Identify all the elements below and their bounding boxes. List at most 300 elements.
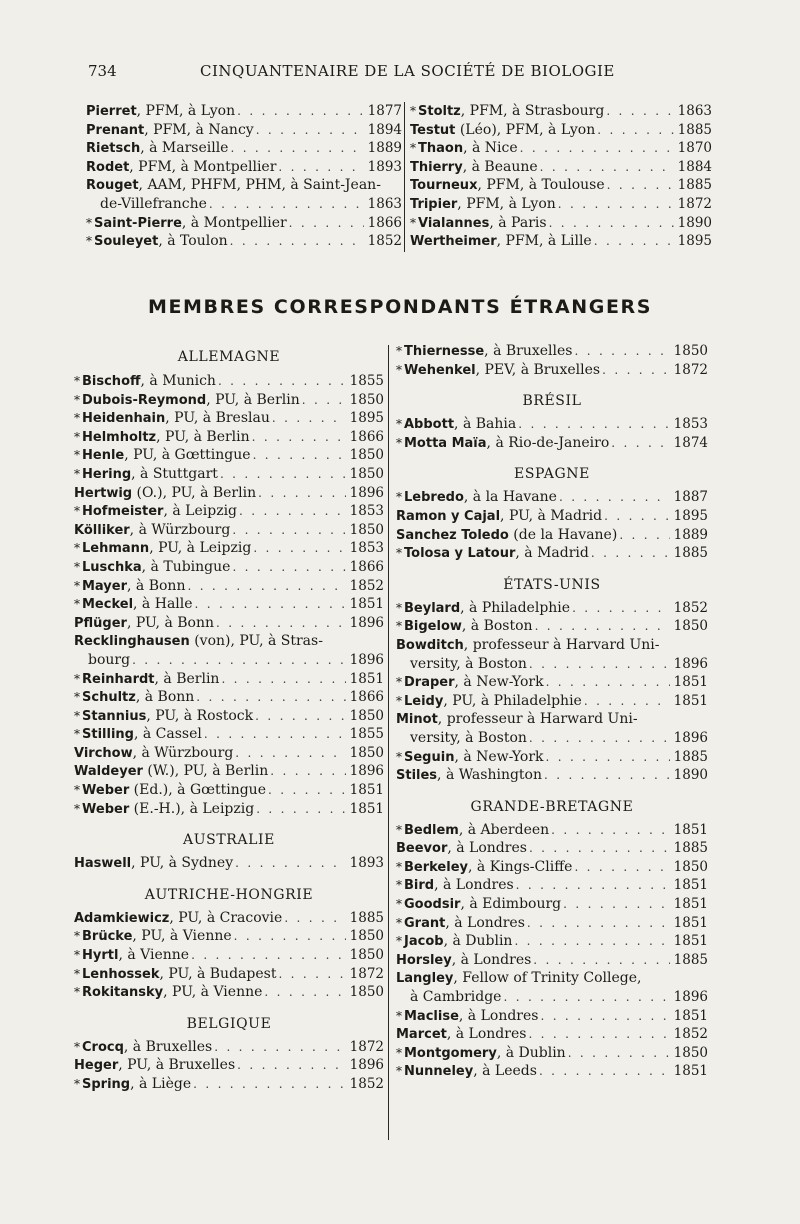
- dot-leader: [529, 729, 670, 748]
- member-name: Hering: [82, 466, 132, 482]
- dot-leader: [132, 651, 346, 670]
- entry-label: [396, 839, 527, 859]
- list-item: [74, 1056, 384, 1075]
- dot-leader: [540, 1007, 669, 1026]
- entry-label: [74, 577, 185, 597]
- member-name: Haswell: [74, 856, 132, 872]
- member-details: , professeur à Harward Uni-: [437, 711, 638, 728]
- list-item: [74, 1075, 384, 1094]
- year: 1893: [367, 158, 402, 175]
- list-item: [86, 158, 402, 177]
- member-name: Waldeyer: [74, 764, 143, 780]
- entry-label: [86, 102, 235, 122]
- entry-label: [74, 909, 282, 929]
- member-name: Helmholtz: [82, 429, 157, 445]
- member-details: , PU, à Philadelphie: [443, 692, 582, 709]
- member-details: , à Londres: [451, 951, 532, 968]
- member-details: , PFM, à Nancy: [144, 121, 254, 138]
- member-name: Abbott: [404, 417, 455, 433]
- year: 1866: [349, 689, 384, 706]
- member-name: Beylard: [404, 600, 461, 616]
- year: 1896: [349, 763, 384, 780]
- right-column: [396, 342, 708, 1081]
- member-details: versity, à Boston: [410, 655, 527, 672]
- list-item: [86, 102, 402, 121]
- list-item: [410, 214, 712, 233]
- year: 1885: [673, 748, 708, 765]
- dot-leader: [239, 502, 346, 521]
- member-name: Nunneley: [404, 1064, 474, 1080]
- member-name: Horsley: [396, 952, 452, 968]
- member-name: Bowditch: [396, 637, 464, 653]
- member-details: , à Washington: [437, 767, 542, 784]
- dot-leader: [503, 988, 669, 1007]
- member-name: Testut: [410, 122, 456, 138]
- member-name: Saint-Pierre: [94, 215, 182, 231]
- asterisk-mark: *: [396, 600, 402, 615]
- dot-leader: [196, 688, 345, 707]
- year: 1896: [349, 651, 384, 668]
- year: 1863: [367, 195, 402, 212]
- asterisk-mark: *: [396, 859, 402, 874]
- list-item: [396, 655, 708, 674]
- member-name: Rokitansky: [82, 985, 164, 1001]
- dot-leader: [604, 507, 670, 526]
- year: 1890: [673, 767, 708, 784]
- member-details: , AAM, PHFM, PHM, à Saint-Jean-: [138, 177, 381, 194]
- country-heading: BRÉSIL: [522, 393, 582, 410]
- member-name: Langley: [396, 971, 454, 987]
- dot-leader: [558, 195, 674, 214]
- entry-label: [396, 710, 638, 730]
- year: 1855: [349, 373, 384, 389]
- member-details: versity, à Boston: [410, 729, 527, 746]
- list-item: [396, 361, 708, 380]
- entry-label: [74, 725, 202, 745]
- list-item: [74, 965, 384, 984]
- member-name: Brücke: [82, 929, 133, 945]
- dot-leader: [539, 1062, 670, 1081]
- member-details: , à Stuttgart: [131, 465, 218, 482]
- year: 1870: [677, 140, 712, 157]
- entry-label: [74, 983, 262, 1003]
- member-details: , à Nice: [463, 140, 518, 157]
- entry-label: [74, 372, 216, 392]
- member-name: Stoltz: [418, 104, 461, 119]
- member-details: bourg: [88, 651, 131, 668]
- entry-label: [74, 762, 268, 782]
- year: 1866: [349, 428, 384, 445]
- list-item: [74, 595, 384, 614]
- dot-leader: [221, 670, 345, 689]
- list-item: [396, 636, 708, 655]
- list-item: [410, 158, 712, 177]
- year: 1866: [349, 558, 384, 575]
- list-item: [86, 232, 402, 251]
- year: 1885: [673, 545, 708, 562]
- member-details: , à Londres: [458, 1007, 539, 1024]
- list-item: [396, 1025, 708, 1044]
- member-details: , à Philadelphie: [460, 599, 571, 616]
- member-name: Beevor: [396, 841, 448, 857]
- dot-leader: [230, 232, 364, 251]
- member-details: , à Toulon: [158, 233, 228, 250]
- entry-label: [74, 927, 232, 947]
- member-name: Thaon: [418, 141, 464, 157]
- entry-label: [396, 1062, 537, 1082]
- asterisk-mark: *: [396, 435, 402, 450]
- year: 1851: [349, 670, 384, 687]
- year: 1863: [677, 103, 712, 119]
- year: 1853: [349, 540, 384, 557]
- asterisk-mark: *: [86, 215, 92, 230]
- year: 1896: [349, 1057, 384, 1074]
- member-name: Recklinghausen: [74, 634, 190, 650]
- member-details: , à Edimbourg: [460, 896, 562, 913]
- member-details: , à Munich: [140, 373, 216, 389]
- member-details: , PU, à Vienne: [132, 928, 232, 945]
- list-item: [74, 983, 384, 1002]
- list-item: [396, 876, 708, 895]
- member-details: , PFM, à Montpellier: [129, 158, 277, 175]
- member-name: Dubois-Reymond: [82, 392, 207, 408]
- member-name: Kölliker: [74, 522, 130, 538]
- member-name: Henle: [82, 448, 125, 464]
- year: 1885: [673, 840, 708, 857]
- entry-label: [396, 434, 609, 454]
- entry-label: [396, 932, 512, 952]
- member-details: , à Paris: [489, 214, 547, 231]
- list-item: [86, 176, 402, 195]
- member-name: Lebredo: [404, 490, 464, 506]
- member-details: , PU, à Madrid: [500, 507, 603, 524]
- entry-label: [396, 342, 572, 362]
- member-details: , Fellow of Trinity College,: [453, 970, 642, 987]
- year: 1896: [349, 484, 384, 501]
- entry-label: [410, 158, 538, 178]
- member-name: Rouget: [86, 178, 139, 194]
- entry-label: [396, 636, 660, 656]
- dot-leader: [529, 655, 670, 674]
- member-name: Hofmeister: [82, 504, 164, 520]
- asterisk-mark: *: [410, 104, 416, 118]
- entry-label: [396, 766, 542, 786]
- entry-label: [396, 748, 544, 768]
- year: 1851: [349, 782, 384, 799]
- entry-label: [74, 651, 130, 670]
- dot-leader: [527, 914, 670, 933]
- entry-label: [74, 521, 230, 541]
- year: 1851: [349, 596, 384, 613]
- list-item: [74, 800, 384, 819]
- year: 1850: [349, 521, 384, 538]
- list-item: [74, 465, 384, 484]
- entry-label: [74, 409, 270, 429]
- asterisk-mark: *: [396, 1064, 402, 1079]
- member-name: Bigelow: [404, 619, 462, 635]
- asterisk-mark: *: [396, 490, 402, 505]
- member-name: Thiernesse: [404, 344, 485, 359]
- member-details: (de la Havane): [508, 526, 618, 543]
- member-details: , à Cassel: [133, 726, 202, 743]
- entry-label: [410, 102, 604, 122]
- year: 1887: [673, 489, 708, 506]
- member-details: , à Londres: [445, 914, 525, 931]
- year: 1851: [673, 1007, 708, 1024]
- entry-label: [396, 673, 544, 693]
- asterisk-mark: *: [74, 392, 80, 407]
- country-heading: ESPAGNE: [514, 466, 590, 483]
- year: 1896: [673, 989, 708, 1006]
- list-item: [396, 617, 708, 636]
- asterisk-mark: *: [74, 578, 80, 593]
- country-heading: ALLEMAGNE: [177, 349, 281, 365]
- member-name: Adamkiewicz: [74, 910, 170, 926]
- list-item: [410, 139, 712, 158]
- list-item: [74, 725, 384, 744]
- member-details: , PFM, à Toulouse: [477, 177, 605, 194]
- member-name: Schultz: [82, 690, 136, 706]
- member-details: , à Dublin: [443, 933, 513, 950]
- list-item: [396, 748, 708, 767]
- year: 1851: [673, 933, 708, 950]
- member-name: Ramon y Cajal: [396, 508, 501, 524]
- year: 1850: [349, 928, 384, 945]
- year: 1874: [673, 434, 708, 451]
- member-details: de-Villefranche: [100, 195, 207, 212]
- member-details: , à Montpellier: [181, 214, 287, 231]
- list-item: [410, 195, 712, 214]
- entry-label: [396, 951, 531, 971]
- member-name: Mayer: [82, 578, 128, 594]
- entry-label: [86, 139, 228, 159]
- member-details: , à Dublin: [496, 1044, 566, 1061]
- member-details: , PU, à Budapest: [159, 965, 277, 982]
- member-name: Stiles: [396, 768, 438, 784]
- year: 1850: [349, 391, 384, 408]
- list-item: [410, 102, 712, 121]
- list-item: [396, 526, 708, 545]
- dot-leader: [591, 544, 670, 563]
- member-name: Souleyet: [94, 234, 159, 250]
- list-item: [396, 895, 708, 914]
- dot-leader: [611, 434, 669, 453]
- year: 1850: [673, 858, 708, 875]
- dot-leader: [520, 139, 674, 158]
- member-name: Tolosa y Latour: [404, 546, 516, 562]
- member-details: , PU, à Leipzig: [149, 540, 252, 557]
- asterisk-mark: *: [396, 675, 402, 690]
- entry-label: [396, 1044, 566, 1064]
- member-details: (E.-H.), à Leipzig: [129, 800, 255, 817]
- entry-label: [74, 670, 219, 690]
- entry-label: [74, 558, 230, 578]
- entry-label: [74, 854, 233, 874]
- dot-leader: [268, 781, 346, 800]
- member-details: , à Bruxelles: [484, 343, 573, 359]
- member-details: , PU, à Gœttingue: [124, 447, 251, 464]
- member-name: Heger: [74, 1058, 119, 1074]
- member-details: , à New-York: [454, 674, 544, 691]
- entry-label: [410, 121, 595, 141]
- list-item: [396, 988, 708, 1007]
- asterisk-mark: *: [396, 1008, 402, 1023]
- asterisk-mark: *: [396, 822, 402, 837]
- member-details: à Cambridge: [410, 989, 502, 1006]
- year: 1851: [673, 821, 708, 838]
- dot-leader: [237, 102, 364, 121]
- dot-leader: [218, 372, 346, 391]
- dot-leader: [193, 1075, 346, 1094]
- member-name: Maclise: [404, 1008, 459, 1024]
- member-details: , PEV, à Bruxelles: [475, 361, 601, 378]
- list-item: [396, 858, 708, 877]
- dot-leader: [594, 232, 674, 251]
- member-details: , à Boston: [461, 618, 533, 635]
- dot-leader: [253, 446, 346, 465]
- dot-leader: [220, 465, 346, 484]
- list-item: [396, 434, 708, 453]
- left-column: [74, 342, 384, 1094]
- asterisk-mark: *: [396, 915, 402, 930]
- member-name: Heidenhain: [82, 411, 166, 427]
- dot-leader: [252, 428, 346, 447]
- list-item: [74, 946, 384, 965]
- year: 1885: [673, 951, 708, 968]
- list-item: [74, 428, 384, 447]
- asterisk-mark: *: [396, 878, 402, 893]
- member-name: Crocq: [82, 1039, 124, 1055]
- country-heading: GRANDE-BRETAGNE: [470, 798, 634, 815]
- dot-leader: [264, 983, 345, 1002]
- member-details: , à Bonn: [127, 577, 186, 594]
- year: 1851: [673, 692, 708, 709]
- list-item: [396, 951, 708, 970]
- member-details: , PFM, à Lyon: [136, 103, 236, 119]
- dot-leader: [187, 577, 345, 596]
- member-details: , à Berlin: [154, 670, 220, 687]
- list-item: [74, 409, 384, 428]
- list-item: [74, 707, 384, 726]
- member-name: Stannius: [82, 708, 147, 724]
- asterisk-mark: *: [74, 1077, 80, 1091]
- entry-label: [410, 139, 518, 159]
- member-details: , PU, à Bonn: [126, 614, 214, 631]
- member-details: , à Leipzig: [163, 503, 238, 520]
- dot-leader: [278, 158, 363, 177]
- list-item: [86, 214, 402, 233]
- asterisk-mark: *: [74, 948, 80, 963]
- year: 1853: [673, 416, 708, 433]
- running-title: CINQUANTENAIRE DE LA SOCIÉTÉ DE BIOLOGIE: [200, 62, 615, 80]
- member-name: Prenant: [86, 122, 145, 138]
- year: 1850: [349, 744, 384, 761]
- list-item: [396, 342, 708, 361]
- year: 1866: [367, 214, 402, 231]
- entry-label: [74, 502, 237, 522]
- dot-leader: [518, 415, 669, 434]
- dot-leader: [602, 361, 670, 380]
- dot-leader: [204, 725, 346, 744]
- dot-leader: [289, 214, 364, 233]
- asterisk-mark: *: [410, 215, 416, 230]
- dot-leader: [232, 558, 345, 577]
- entry-label: [74, 595, 193, 615]
- member-details: , PU, à Vienne: [163, 984, 263, 1001]
- column-rule-main: [388, 345, 389, 1140]
- list-item: [396, 914, 708, 933]
- dot-leader: [230, 139, 363, 158]
- entry-label: [396, 876, 514, 896]
- member-details: , à Vienne: [118, 947, 190, 964]
- dot-leader: [551, 821, 669, 840]
- member-details: , à la Havane: [463, 489, 557, 506]
- member-name: Weber: [82, 783, 130, 799]
- year: 1889: [367, 140, 402, 157]
- year: 1852: [349, 1076, 384, 1092]
- member-name: Luschka: [82, 559, 142, 575]
- asterisk-mark: *: [396, 693, 402, 708]
- asterisk-mark: *: [74, 466, 80, 481]
- entry-label: [74, 614, 214, 634]
- asterisk-mark: *: [74, 374, 80, 388]
- member-details: , à Marseille: [140, 140, 229, 157]
- list-item: [396, 507, 708, 526]
- member-details: , à Tubingue: [141, 558, 231, 575]
- year: 1852: [673, 1026, 708, 1043]
- entry-label: [396, 526, 617, 546]
- year: 1896: [673, 729, 708, 746]
- member-details: , à Rio-de-Janeiro: [486, 434, 610, 451]
- dot-leader: [209, 195, 364, 214]
- list-item: [396, 766, 708, 785]
- year: 1895: [677, 233, 712, 250]
- entry-label: [396, 914, 525, 934]
- list-item: [74, 651, 384, 670]
- asterisk-mark: *: [396, 1045, 402, 1060]
- list-item: [74, 372, 384, 391]
- year: 1872: [677, 195, 712, 212]
- asterisk-mark: *: [74, 966, 80, 981]
- list-item: [74, 909, 384, 928]
- asterisk-mark: *: [74, 801, 80, 816]
- entry-label: [74, 391, 300, 411]
- dot-leader: [256, 121, 364, 140]
- asterisk-mark: *: [74, 559, 80, 574]
- dot-leader: [568, 1044, 670, 1063]
- list-item: [74, 391, 384, 410]
- list-item: [86, 121, 402, 140]
- entry-label: [396, 692, 582, 712]
- member-details: , à Liège: [130, 1076, 192, 1092]
- member-name: Seguin: [404, 749, 455, 765]
- dot-leader: [572, 599, 670, 618]
- dot-leader: [546, 748, 670, 767]
- member-name: Lehmann: [82, 541, 150, 557]
- year: 1885: [349, 909, 384, 926]
- year: 1895: [349, 410, 384, 427]
- entry-label: [74, 484, 256, 504]
- dot-leader: [270, 762, 345, 781]
- entry-label: [86, 214, 287, 234]
- member-name: Spring: [82, 1077, 131, 1092]
- member-name: Grant: [404, 915, 446, 931]
- asterisk-mark: *: [396, 897, 402, 912]
- column-rule-top: [404, 102, 405, 252]
- country-heading: AUTRICHE-HONGRIE: [144, 886, 314, 903]
- list-item: [86, 139, 402, 158]
- asterisk-mark: *: [74, 597, 80, 612]
